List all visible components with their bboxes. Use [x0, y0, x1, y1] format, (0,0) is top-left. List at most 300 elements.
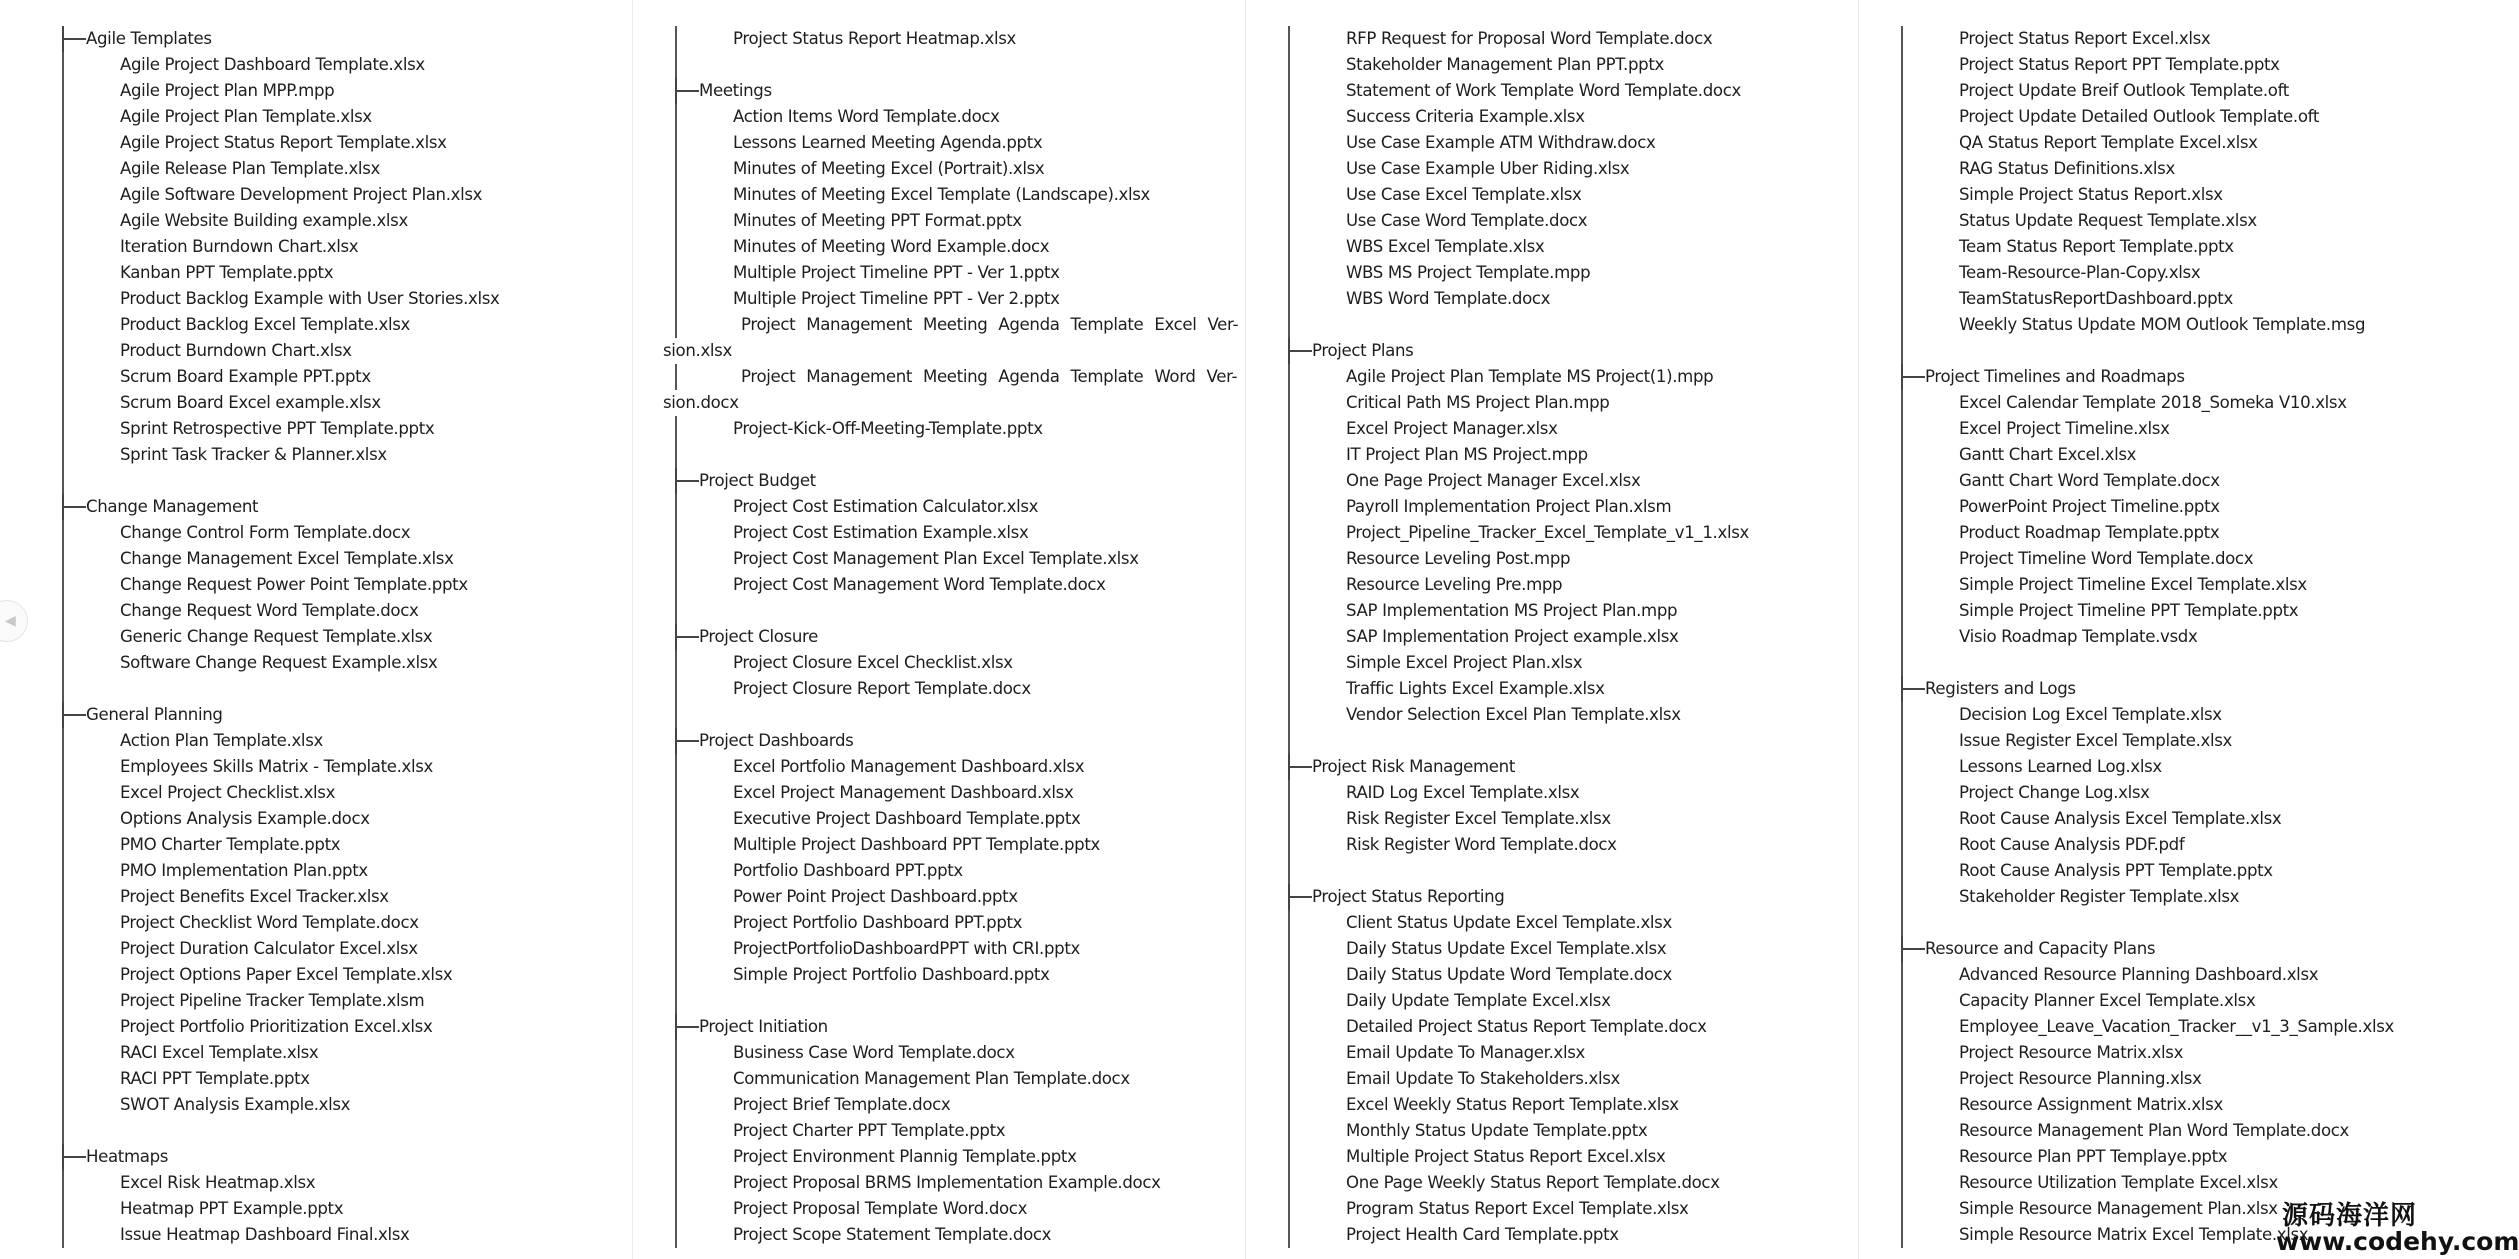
tree-line-icon: [1901, 806, 1903, 832]
file-name: Issue Register Excel Template.xlsx: [1959, 731, 2232, 750]
file-name: Lessons Learned Log.xlsx: [1959, 757, 2162, 776]
tree-branch-icon: [675, 624, 699, 650]
tree-branch-icon: [675, 468, 699, 494]
tree-line-icon: [675, 1040, 677, 1066]
file-name: PMO Implementation Plan.pptx: [120, 861, 368, 880]
folder-name: Project Initiation: [699, 1017, 828, 1036]
tree-line-icon: [1288, 1144, 1290, 1170]
folder-name: Project Status Reporting: [1312, 887, 1505, 906]
file-name: Payroll Implementation Project Plan.xlsm: [1346, 497, 1672, 516]
tree-line-icon: [1288, 1040, 1290, 1066]
file-name: SAP Implementation Project example.xlsx: [1346, 627, 1679, 646]
file-name: Project Environment Plannig Template.pptx: [733, 1147, 1077, 1166]
tree-line-icon: [1901, 962, 1903, 988]
file-name: SWOT Analysis Example.xlsx: [120, 1095, 351, 1114]
tree-line-icon: [1288, 858, 1290, 884]
file-name: Project Resource Planning.xlsx: [1959, 1069, 2202, 1088]
file-name: Agile Project Status Report Template.xlsx: [120, 133, 447, 152]
tree-line-icon: [675, 312, 677, 338]
tree-line-icon: [675, 494, 677, 520]
file-name: Traffic Lights Excel Example.xlsx: [1346, 679, 1605, 698]
tree-line-icon: [1901, 52, 1903, 78]
tree-line-icon: [1901, 754, 1903, 780]
tree-line-icon: [1901, 520, 1903, 546]
file-name: Daily Update Template Excel.xlsx: [1346, 991, 1611, 1010]
file-name: Project Management Meeting Agenda Template Excel Ver-: [741, 315, 1239, 334]
file-name: Agile Project Dashboard Template.xlsx: [120, 55, 425, 74]
file-name: Project Closure Excel Checklist.xlsx: [733, 653, 1013, 672]
file-name: Stakeholder Management Plan PPT.pptx: [1346, 55, 1664, 74]
file-name: IT Project Plan MS Project.mpp: [1346, 445, 1588, 464]
tree-line-icon: [62, 1014, 64, 1040]
tree-line-icon: [1288, 650, 1290, 676]
tree-line-icon: [675, 1066, 677, 1092]
file-name: Agile Release Plan Template.xlsx: [120, 159, 380, 178]
file-name: WBS Excel Template.xlsx: [1346, 237, 1545, 256]
file-name: Scrum Board Example PPT.pptx: [120, 367, 371, 386]
file-name: Excel Portfolio Management Dashboard.xlsx: [733, 757, 1085, 776]
tree-line-icon: [675, 104, 677, 130]
tree-line-icon: [1288, 130, 1290, 156]
file-name: Excel Risk Heatmap.xlsx: [120, 1173, 316, 1192]
file-name: Team-Resource-Plan-Copy.xlsx: [1959, 263, 2201, 282]
tree-line-icon: [1288, 468, 1290, 494]
tree-line-icon: [675, 156, 677, 182]
tree-line-icon: [62, 468, 64, 494]
tree-line-icon: [1901, 572, 1903, 598]
tree-line-icon: [675, 442, 677, 468]
watermark-brand: 源码海洋网: [2282, 1201, 2418, 1231]
tree-line-icon: [62, 962, 64, 988]
tree-line-icon: [1288, 208, 1290, 234]
tree-line-icon: [62, 884, 64, 910]
file-name: Project Health Card Template.pptx: [1346, 1225, 1619, 1244]
file-name: sion.xlsx: [663, 341, 732, 360]
file-name: Project Brief Template.docx: [733, 1095, 951, 1114]
file-name: Agile Project Plan MPP.mpp: [120, 81, 335, 100]
file-name: QA Status Report Template Excel.xlsx: [1959, 133, 2258, 152]
tree-line-icon: [1901, 1014, 1903, 1040]
file-name: Multiple Project Timeline PPT - Ver 1.pptx: [733, 263, 1060, 282]
file-name: Resource Management Plan Word Template.docx: [1959, 1121, 2350, 1140]
tree-line-icon: [675, 754, 677, 780]
file-name: Project Status Report Excel.xlsx: [1959, 29, 2211, 48]
tree-branch-icon: [62, 702, 86, 728]
tree-line-icon: [1901, 338, 1903, 364]
file-name: Iteration Burndown Chart.xlsx: [120, 237, 359, 256]
file-name: Detailed Project Status Report Template.docx: [1346, 1017, 1707, 1036]
tree-line-icon: [675, 910, 677, 936]
tree-line-icon: [1901, 650, 1903, 676]
tree-line-icon: [1901, 1222, 1903, 1248]
file-name: Gantt Chart Excel.xlsx: [1959, 445, 2137, 464]
tree-line-icon: [1288, 910, 1290, 936]
tree-line-icon: [62, 832, 64, 858]
file-name: RAG Status Definitions.xlsx: [1959, 159, 2175, 178]
file-name: Project Proposal Template Word.docx: [733, 1199, 1028, 1218]
tree-line-icon: [675, 676, 677, 702]
tree-line-icon: [1901, 598, 1903, 624]
file-name: Portfolio Dashboard PPT.pptx: [733, 861, 963, 880]
tree-line-icon: [1288, 1196, 1290, 1222]
tree-line-icon: [62, 156, 64, 182]
file-name: Resource Leveling Post.mpp: [1346, 549, 1571, 568]
file-name: Project Cost Management Word Template.docx: [733, 575, 1106, 594]
file-name: Lessons Learned Meeting Agenda.pptx: [733, 133, 1043, 152]
tree-line-icon: [62, 598, 64, 624]
tree-line-icon: [1288, 78, 1290, 104]
tree-line-icon: [1901, 1196, 1903, 1222]
tree-line-icon: [675, 130, 677, 156]
file-name: Product Roadmap Template.pptx: [1959, 523, 2220, 542]
tree-line-icon: [1288, 1222, 1290, 1248]
tree-branch-icon: [62, 26, 86, 52]
file-name: Minutes of Meeting Word Example.docx: [733, 237, 1050, 256]
file-name: ProjectPortfolioDashboardPPT with CRI.pptx: [733, 939, 1080, 958]
file-name: Minutes of Meeting Excel (Portrait).xlsx: [733, 159, 1045, 178]
file-name: Project Status Report PPT Template.pptx: [1959, 55, 2280, 74]
tree-branch-icon: [62, 494, 86, 520]
file-name: Capacity Planner Excel Template.xlsx: [1959, 991, 2256, 1010]
tree-line-icon: [675, 52, 677, 78]
file-name: Vendor Selection Excel Plan Template.xlsx: [1346, 705, 1681, 724]
tree-line-icon: [1901, 130, 1903, 156]
file-name: Project Update Detailed Outlook Template.oft: [1959, 107, 2320, 126]
file-name: Employee_Leave_Vacation_Tracker__v1_3_Sample.xlsx: [1959, 1017, 2394, 1036]
chevron-left-icon: ◀: [5, 613, 16, 629]
tree-branch-icon: [675, 1014, 699, 1040]
folder-name: Project Budget: [699, 471, 816, 490]
previous-page-button[interactable]: [0, 600, 28, 642]
tree-line-icon: [62, 182, 64, 208]
tree-line-icon: [1288, 1170, 1290, 1196]
tree-line-icon: [675, 1092, 677, 1118]
tree-line-icon: [675, 1144, 677, 1170]
tree-line-icon: [62, 728, 64, 754]
tree-line-icon: [675, 26, 677, 52]
tree-line-icon: [62, 650, 64, 676]
file-name: Agile Software Development Project Plan.xlsx: [120, 185, 483, 204]
tree-line-icon: [675, 260, 677, 286]
tree-line-icon: [1288, 806, 1290, 832]
file-name: Daily Status Update Word Template.docx: [1346, 965, 1673, 984]
tree-line-icon: [1288, 390, 1290, 416]
file-name: Sprint Task Tracker & Planner.xlsx: [120, 445, 387, 464]
tree-line-icon: [1901, 884, 1903, 910]
file-name: Stakeholder Register Template.xlsx: [1959, 887, 2240, 906]
file-name: Visio Roadmap Template.vsdx: [1959, 627, 2198, 646]
tree-line-icon: [675, 962, 677, 988]
watermark: [2276, 1201, 2519, 1259]
file-name: Product Backlog Example with User Stories.xlsx: [120, 289, 500, 308]
tree-line-icon: [675, 182, 677, 208]
folder-name: Resource and Capacity Plans: [1925, 939, 2156, 958]
file-name: Project Cost Estimation Calculator.xlsx: [733, 497, 1039, 516]
tree-line-icon: [1901, 442, 1903, 468]
tree-line-icon: [675, 884, 677, 910]
tree-branch-icon: [675, 78, 699, 104]
file-name: Risk Register Word Template.docx: [1346, 835, 1617, 854]
tree-line-icon: [62, 624, 64, 650]
file-name: Multiple Project Timeline PPT - Ver 2.pptx: [733, 289, 1060, 308]
tree-line-icon: [1901, 1092, 1903, 1118]
file-name: Use Case Example Uber Riding.xlsx: [1346, 159, 1630, 178]
tree-line-icon: [62, 676, 64, 702]
file-name: Change Control Form Template.docx: [120, 523, 411, 542]
file-name: Sprint Retrospective PPT Template.pptx: [120, 419, 435, 438]
tree-line-icon: [62, 754, 64, 780]
file-name: WBS MS Project Template.mpp: [1346, 263, 1591, 282]
column-divider: [632, 0, 633, 1259]
tree-line-icon: [62, 1196, 64, 1222]
file-name: One Page Weekly Status Report Template.docx: [1346, 1173, 1720, 1192]
file-name: Simple Project Timeline Excel Template.xlsx: [1959, 575, 2307, 594]
tree-line-icon: [62, 286, 64, 312]
tree-line-icon: [1288, 962, 1290, 988]
tree-line-icon: [1288, 546, 1290, 572]
file-name: Project Scope Statement Template.docx: [733, 1225, 1052, 1244]
file-name: Options Analysis Example.docx: [120, 809, 370, 828]
file-name: Project Resource Matrix.xlsx: [1959, 1043, 2184, 1062]
file-name: Multiple Project Dashboard PPT Template.pptx: [733, 835, 1100, 854]
file-name: Root Cause Analysis PPT Template.pptx: [1959, 861, 2273, 880]
tree-line-icon: [1288, 988, 1290, 1014]
tree-line-icon: [62, 1118, 64, 1144]
file-name: Statement of Work Template Word Template.docx: [1346, 81, 1741, 100]
tree-line-icon: [62, 910, 64, 936]
tree-line-icon: [1901, 286, 1903, 312]
tree-line-icon: [675, 598, 677, 624]
file-name: Daily Status Update Excel Template.xlsx: [1346, 939, 1667, 958]
folder-name: Project Timelines and Roadmaps: [1925, 367, 2185, 386]
tree-line-icon: [1901, 104, 1903, 130]
tree-line-icon: [1288, 442, 1290, 468]
tree-line-icon: [1901, 832, 1903, 858]
folder-name: Project Plans: [1312, 341, 1414, 360]
tree-line-icon: [1288, 416, 1290, 442]
folder-name: Project Dashboards: [699, 731, 854, 750]
file-name: Critical Path MS Project Plan.mpp: [1346, 393, 1610, 412]
tree-line-icon: [675, 1196, 677, 1222]
file-name: RACI Excel Template.xlsx: [120, 1043, 319, 1062]
tree-line-icon: [62, 1040, 64, 1066]
file-name: Project Management Meeting Agenda Template Word Ver-: [741, 367, 1238, 386]
file-name: Simple Resource Matrix Excel Template.xlsx: [1959, 1225, 2309, 1244]
tree-line-icon: [62, 1066, 64, 1092]
tree-line-icon: [675, 520, 677, 546]
file-name: Weekly Status Update MOM Outlook Template.msg: [1959, 315, 2366, 334]
file-name: Excel Weekly Status Report Template.xlsx: [1346, 1095, 1679, 1114]
file-name: Employees Skills Matrix - Template.xlsx: [120, 757, 434, 776]
tree-line-icon: [1901, 546, 1903, 572]
tree-line-icon: [62, 364, 64, 390]
file-name: Project Closure Report Template.docx: [733, 679, 1031, 698]
folder-name: Registers and Logs: [1925, 679, 2076, 698]
file-name: Heatmap PPT Example.pptx: [120, 1199, 344, 1218]
file-name: Simple Resource Management Plan.xlsx: [1959, 1199, 2278, 1218]
file-name: Decision Log Excel Template.xlsx: [1959, 705, 2222, 724]
tree-line-icon: [675, 702, 677, 728]
tree-line-icon: [62, 234, 64, 260]
file-name: Project Charter PPT Template.pptx: [733, 1121, 1006, 1140]
tree-line-icon: [1288, 572, 1290, 598]
tree-line-icon: [62, 78, 64, 104]
tree-line-icon: [62, 858, 64, 884]
file-name: Root Cause Analysis PDF.pdf: [1959, 835, 2185, 854]
file-name: Excel Project Checklist.xlsx: [120, 783, 336, 802]
file-name: Issue Heatmap Dashboard Final.xlsx: [120, 1225, 410, 1244]
tree-line-icon: [1288, 312, 1290, 338]
tree-line-icon: [1288, 598, 1290, 624]
tree-line-icon: [1288, 728, 1290, 754]
tree-line-icon: [1288, 286, 1290, 312]
file-name: Project Options Paper Excel Template.xlsx: [120, 965, 453, 984]
tree-line-icon: [1288, 1118, 1290, 1144]
file-name: Resource Leveling Pre.mpp: [1346, 575, 1563, 594]
tree-line-icon: [1288, 26, 1290, 52]
file-name: Project Portfolio Prioritization Excel.xlsx: [120, 1017, 433, 1036]
file-name: Email Update To Manager.xlsx: [1346, 1043, 1586, 1062]
tree-line-icon: [675, 936, 677, 962]
file-name: Project Checklist Word Template.docx: [120, 913, 419, 932]
file-name: Project_Pipeline_Tracker_Excel_Template_v1_1.xlsx: [1346, 523, 1749, 542]
file-name: Action Plan Template.xlsx: [120, 731, 323, 750]
tree-line-icon: [1901, 182, 1903, 208]
file-name: Project Pipeline Tracker Template.xlsm: [120, 991, 425, 1010]
tree-line-icon: [62, 130, 64, 156]
file-name: Use Case Word Template.docx: [1346, 211, 1588, 230]
tree-line-icon: [1288, 1092, 1290, 1118]
folder-name: Project Risk Management: [1312, 757, 1515, 776]
file-name: Agile Project Plan Template.xlsx: [120, 107, 372, 126]
tree-line-icon: [62, 260, 64, 286]
tree-line-icon: [1288, 936, 1290, 962]
file-name: RACI PPT Template.pptx: [120, 1069, 310, 1088]
file-name: Agile Website Building example.xlsx: [120, 211, 408, 230]
file-name: Success Criteria Example.xlsx: [1346, 107, 1585, 126]
tree-line-icon: [1288, 52, 1290, 78]
folder-name: Heatmaps: [86, 1147, 169, 1166]
tree-line-icon: [675, 988, 677, 1014]
file-name: Resource Plan PPT Templaye.pptx: [1959, 1147, 2228, 1166]
tree-line-icon: [1288, 832, 1290, 858]
tree-line-icon: [62, 546, 64, 572]
tree-line-icon: [675, 546, 677, 572]
tree-line-icon: [1901, 988, 1903, 1014]
tree-line-icon: [1901, 910, 1903, 936]
tree-line-icon: [675, 572, 677, 598]
file-name: RAID Log Excel Template.xlsx: [1346, 783, 1580, 802]
file-name: Use Case Excel Template.xlsx: [1346, 185, 1582, 204]
tree-line-icon: [1288, 624, 1290, 650]
folder-name: Agile Templates: [86, 29, 212, 48]
tree-line-icon: [1901, 780, 1903, 806]
tree-branch-icon: [1288, 754, 1312, 780]
tree-line-icon: [62, 416, 64, 442]
tree-line-icon: [1288, 702, 1290, 728]
file-name: Excel Project Timeline.xlsx: [1959, 419, 2170, 438]
file-name: PowerPoint Project Timeline.pptx: [1959, 497, 2220, 516]
file-name: Product Burndown Chart.xlsx: [120, 341, 352, 360]
tree-line-icon: [1288, 156, 1290, 182]
file-name: Monthly Status Update Template.pptx: [1346, 1121, 1648, 1140]
column-divider: [1245, 0, 1246, 1259]
tree-line-icon: [62, 390, 64, 416]
file-name: Project Timeline Word Template.docx: [1959, 549, 2254, 568]
tree-line-icon: [1901, 1118, 1903, 1144]
tree-line-icon: [1288, 520, 1290, 546]
tree-line-icon: [62, 988, 64, 1014]
tree-branch-icon: [1901, 936, 1925, 962]
file-name: Program Status Report Excel Template.xlsx: [1346, 1199, 1689, 1218]
tree-line-icon: [62, 338, 64, 364]
tree-line-icon: [675, 1170, 677, 1196]
tree-line-icon: [62, 806, 64, 832]
tree-line-icon: [1901, 1170, 1903, 1196]
tree-line-icon: [675, 234, 677, 260]
file-name: Minutes of Meeting PPT Format.pptx: [733, 211, 1022, 230]
tree-line-icon: [1288, 780, 1290, 806]
file-name: Root Cause Analysis Excel Template.xlsx: [1959, 809, 2282, 828]
file-name: Excel Calendar Template 2018_Someka V10.xlsx: [1959, 393, 2347, 412]
tree-line-icon: [675, 832, 677, 858]
tree-branch-icon: [1901, 676, 1925, 702]
file-name: Simple Project Timeline PPT Template.pptx: [1959, 601, 2299, 620]
file-name: Software Change Request Example.xlsx: [120, 653, 438, 672]
tree-line-icon: [1901, 702, 1903, 728]
file-name: Simple Excel Project Plan.xlsx: [1346, 653, 1583, 672]
tree-line-icon: [1288, 104, 1290, 130]
tree-line-icon: [1288, 234, 1290, 260]
file-name: Power Point Project Dashboard.pptx: [733, 887, 1018, 906]
tree-line-icon: [1901, 468, 1903, 494]
file-name: Excel Project Management Dashboard.xlsx: [733, 783, 1074, 802]
file-name: Scrum Board Excel example.xlsx: [120, 393, 381, 412]
file-name: Excel Project Manager.xlsx: [1346, 419, 1558, 438]
tree-branch-icon: [675, 728, 699, 754]
tree-line-icon: [1901, 728, 1903, 754]
file-name: Email Update To Stakeholders.xlsx: [1346, 1069, 1620, 1088]
tree-line-icon: [62, 572, 64, 598]
file-name: Project Change Log.xlsx: [1959, 783, 2150, 802]
tree-branch-icon: [1288, 884, 1312, 910]
file-name: Client Status Update Excel Template.xlsx: [1346, 913, 1672, 932]
tree-line-icon: [675, 1222, 677, 1248]
file-name: Project Proposal BRMS Implementation Example.docx: [733, 1173, 1161, 1192]
tree-line-icon: [1901, 26, 1903, 52]
watermark-url: www.codehy.com: [2276, 1227, 2519, 1256]
file-name: Minutes of Meeting Excel Template (Landscape).xlsx: [733, 185, 1151, 204]
file-name: TeamStatusReportDashboard.pptx: [1959, 289, 2233, 308]
folder-name: Project Closure: [699, 627, 818, 646]
tree-line-icon: [1288, 494, 1290, 520]
tree-line-icon: [1901, 1040, 1903, 1066]
tree-line-icon: [1901, 1066, 1903, 1092]
tree-line-icon: [1288, 260, 1290, 286]
tree-line-icon: [1901, 156, 1903, 182]
file-name: Risk Register Excel Template.xlsx: [1346, 809, 1611, 828]
tree-line-icon: [675, 364, 677, 390]
tree-line-icon: [1288, 676, 1290, 702]
tree-line-icon: [1901, 1144, 1903, 1170]
file-name: Generic Change Request Template.xlsx: [120, 627, 433, 646]
file-name: Advanced Resource Planning Dashboard.xlsx: [1959, 965, 2319, 984]
file-name: Project Portfolio Dashboard PPT.pptx: [733, 913, 1023, 932]
folder-name: Change Management: [86, 497, 259, 516]
tree-line-icon: [1901, 416, 1903, 442]
tree-line-icon: [62, 936, 64, 962]
column-divider: [1858, 0, 1859, 1259]
